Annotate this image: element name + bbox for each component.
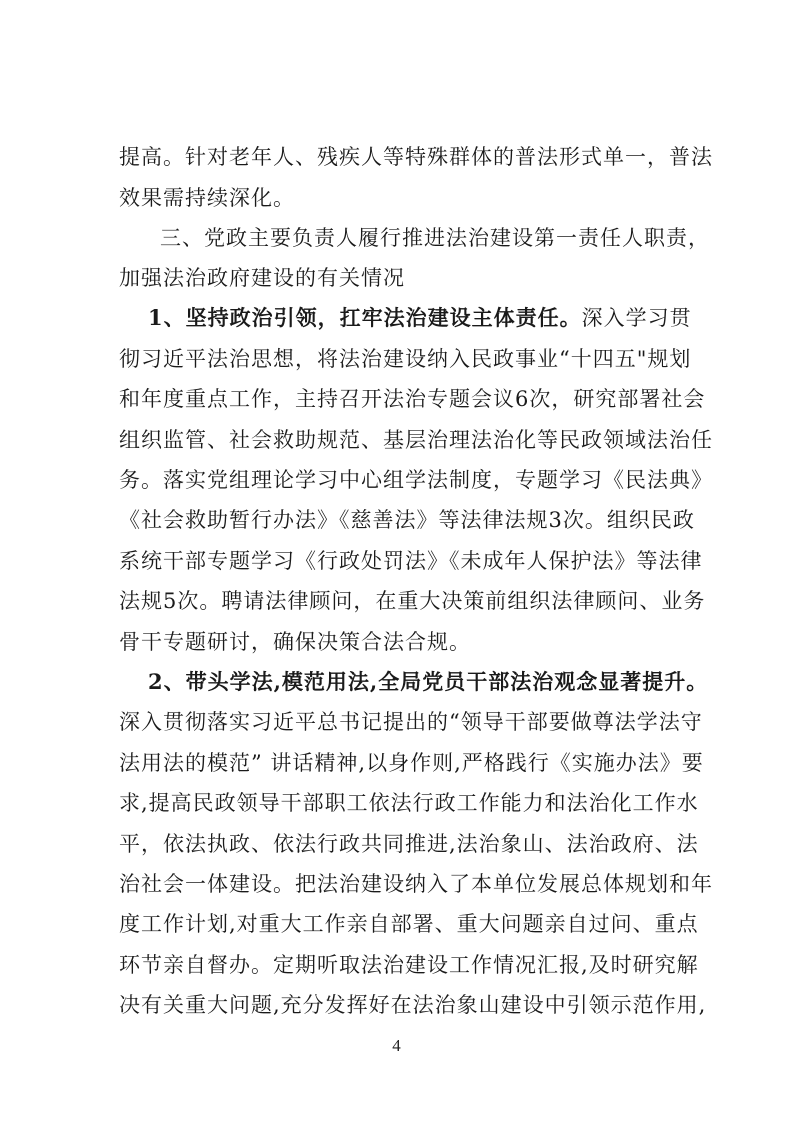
section-heading: 三、党政主要负责人履行推进法治建设第一责任人职责， [160,226,710,250]
body-text-line: 彻习近平法治思想，将法治建设纳入民政事业“十四五"规划 [119,347,692,371]
body-text-line: 骨干专题研讨，确保决策合法合规。 [119,630,471,654]
body-text-line: 效果需持续深化。 [119,186,295,210]
body-text-line: 提高。针对老年人、残疾人等特殊群体的普法形式单一，普法 [119,145,713,169]
subsection-heading: 2、带头学法,模范用法,全局党员干部法治观念显著提升。 [148,669,709,694]
body-text-line: 务。落实党组理论学习中心组学法制度，专题学习《民法典》 [119,468,713,492]
body-text-line: 深入贯彻落实习近平总书记提出的“领导干部要做尊法学法守 [119,710,703,734]
page-number: 4 [392,1036,401,1055]
subsection-paragraph-start [148,298,692,338]
body-text-line: 和年度重点工作，主持召开法治专题会议6次，研究部署社会 [119,387,706,411]
body-text-line: 求,提高民政领导干部职工依法行政工作能力和法治化工作水 [119,791,699,815]
body-text-line: 《社会救助暂行办法》《慈善法》等法律法规3次。组织民政 [119,508,695,532]
body-text-line: 治社会一体建设。把法治建设纳入了本单位发展总体规划和年 [119,872,713,896]
body-text-line: 环节亲自督办。定期听取法治建设工作情况汇报,及时研究解 [119,953,699,977]
body-text-line: 组织监管、社会救助规范、基层治理法治化等民政领域法治任 [119,428,713,452]
body-text-line: 法用法的模范” 讲话精神,以身作则,严格践行《实施办法》要 [119,751,704,775]
body-text-line: 度工作计划,对重大工作亲自部署、重大问题亲自过问、重点 [119,912,699,936]
body-text-line: 平，依法执政、依法行政共同推进,法治象山、法治政府、法 [119,832,699,856]
body-text-inline: 深入学习贯 [581,306,692,330]
body-text-line: 系统干部专题学习《行政处罚法》《未成年人保护法》等法律 [119,549,703,573]
body-text-line: 法规5次。聘请法律顾问，在重大决策前组织法律顾问、业务 [119,589,706,613]
section-heading: 加强法治政府建设的有关情况 [119,266,405,290]
subsection-heading: 1、坚持政治引领，扛牢法治建设主体责任。 [148,305,582,330]
body-text-line: 决有关重大问题,充分发挥好在法治象山建设中引领示范作用, [119,993,707,1017]
